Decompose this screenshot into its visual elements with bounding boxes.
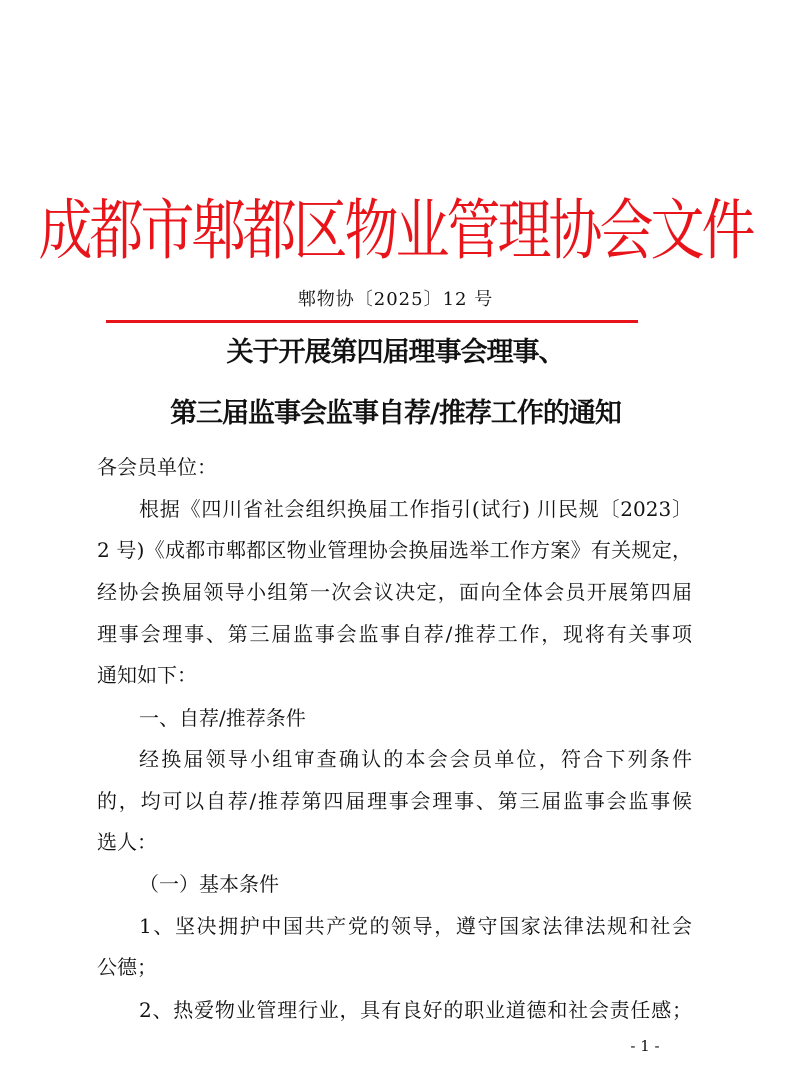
paragraph-2-line-1: 经换届领导小组审查确认的本会会员单位，符合下列条件	[139, 747, 692, 771]
paragraph-2-line-3: 选人：	[97, 830, 157, 854]
paragraph-1-line-4: 理事会理事、第三届监事会监事自荐/推荐工作，现将有关事项	[97, 622, 692, 646]
paragraph-1-line-5: 通知如下：	[97, 663, 197, 687]
section-1-heading: 一、自荐/推荐条件	[139, 706, 306, 730]
item-1-line-1: 1、坚决拥护中国共产党的领导，遵守国家法律法规和社会	[139, 914, 692, 938]
subsection-1-heading: （一）基本条件	[139, 872, 279, 896]
paragraph-1-line-1: 根据《四川省社会组织换届工作指引(试行) 川民规〔2023〕	[139, 497, 692, 521]
red-header-title: 成都市郫都区物业管理协会文件	[38, 191, 753, 269]
item-1-line-2: 公德；	[97, 955, 157, 979]
subject-line-1: 关于开展第四届理事会理事、	[226, 337, 565, 368]
page-number: - 1 -	[630, 1037, 660, 1055]
paragraph-1-line-2: 2 号)《成都市郫都区物业管理协会换届选举工作方案》有关规定，	[97, 538, 692, 562]
item-2: 2、热爱物业管理行业，具有良好的职业道德和社会责任感；	[139, 998, 692, 1022]
paragraph-2-line-2: 的，均可以自荐/推荐第四届理事会理事、第三届监事会监事候	[97, 789, 692, 813]
red-separator-line	[106, 320, 638, 323]
document-number: 郫物协〔2025〕12 号	[297, 289, 494, 310]
subject-line-2: 第三届监事会监事自荐/推荐工作的通知	[170, 398, 621, 429]
paragraph-1-line-3: 经协会换届领导小组第一次会议决定，面向全体会员开展第四届	[97, 580, 692, 604]
salutation: 各会员单位：	[97, 455, 217, 479]
